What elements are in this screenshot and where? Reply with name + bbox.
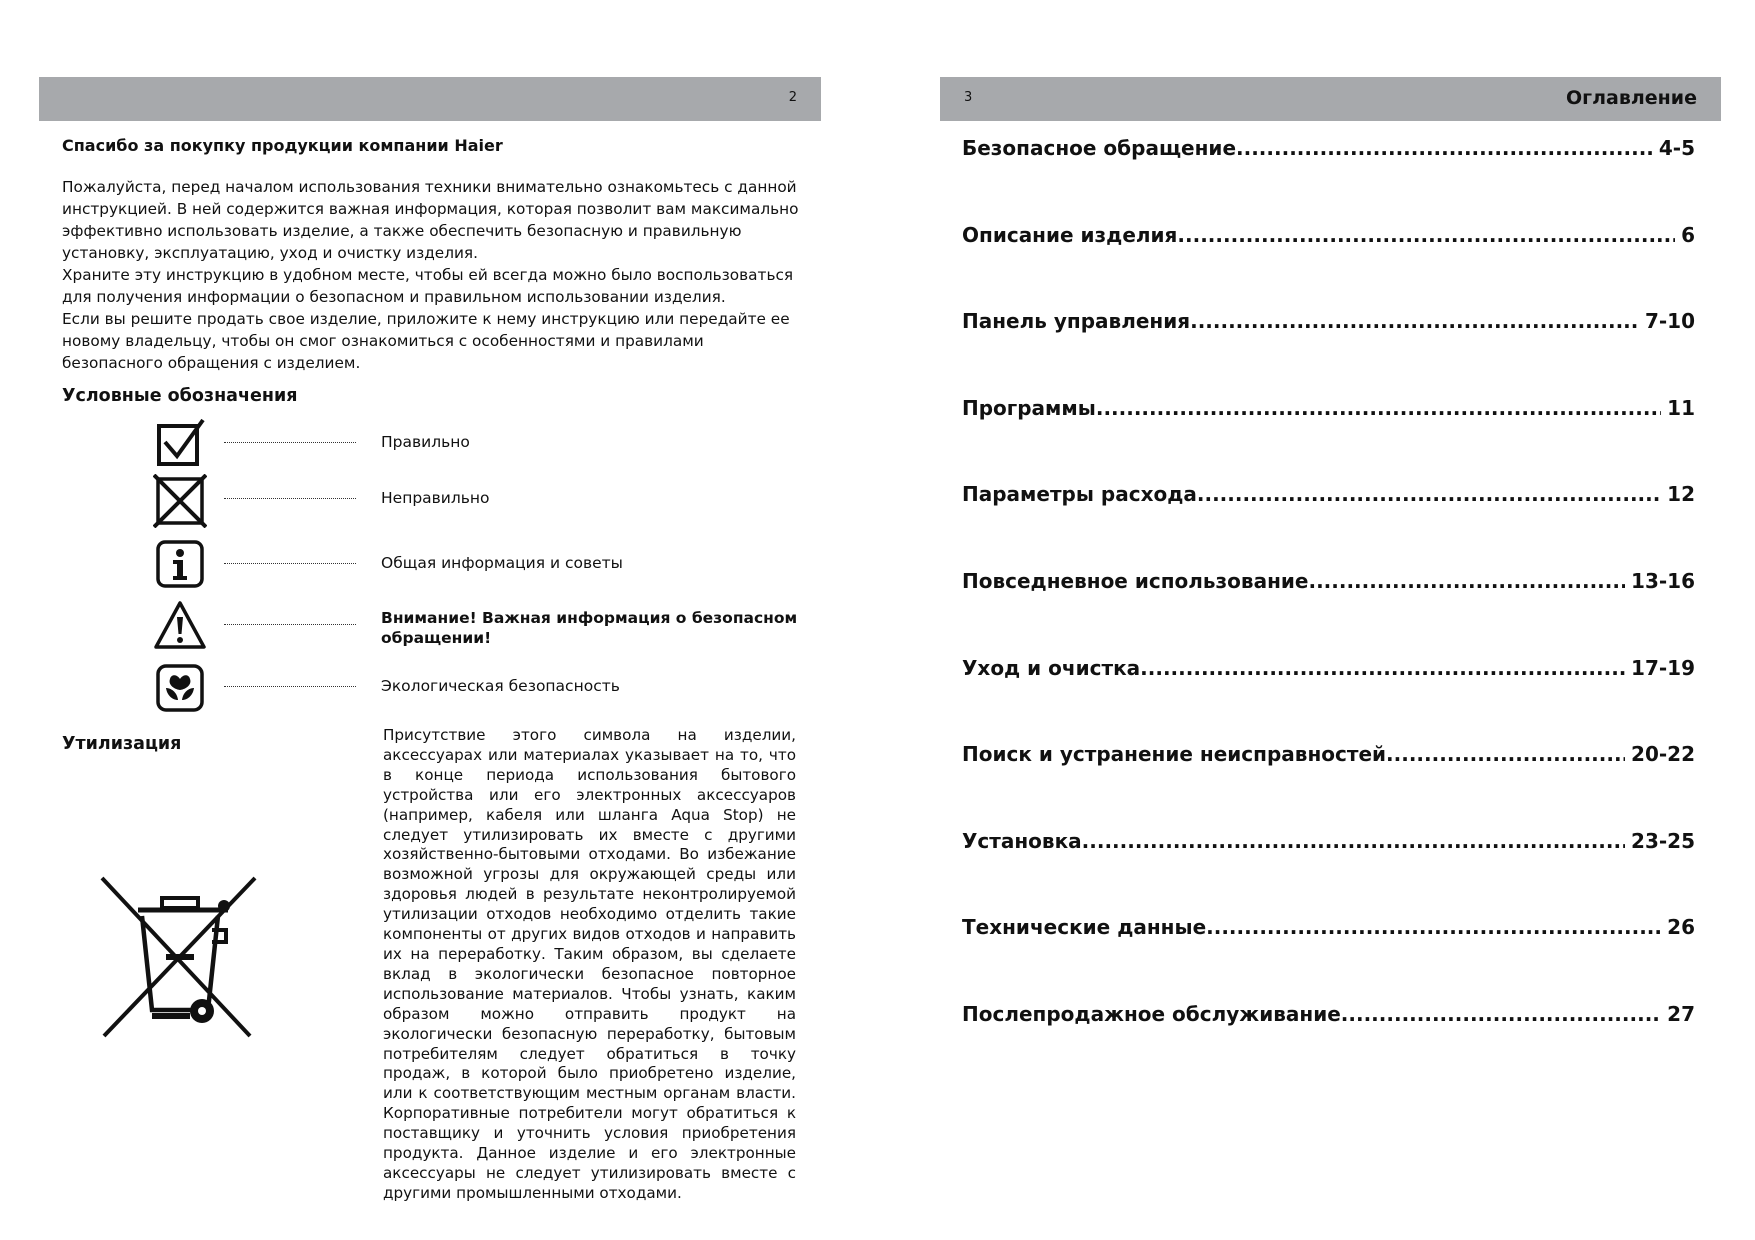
symbol-label: Экологическая безопасность xyxy=(381,677,620,695)
toc-entry-pages: 4-5 xyxy=(1658,136,1695,160)
toc-entry-pages: 27 xyxy=(1667,1001,1695,1026)
toc-entry-control-panel[interactable] xyxy=(962,307,1695,394)
disposal-title: Утилизация xyxy=(62,734,182,754)
symbol-label: Правильно xyxy=(381,433,470,451)
toc-entry-pages: 13-16 xyxy=(1631,568,1695,593)
toc-entry-label: Программы xyxy=(962,395,1096,420)
leader-dots xyxy=(224,624,356,625)
toc-entry-label: Описание изделия xyxy=(962,222,1178,247)
symbols-title: Условные обозначения xyxy=(62,386,298,406)
toc-leader-dots xyxy=(1190,307,1639,335)
toc-leader-dots xyxy=(1308,567,1625,595)
toc-entry-pages: 12 xyxy=(1667,482,1695,507)
intro-paragraph: Храните эту инструкцию в удобном месте, чтобы ей всегда можно было воспользоваться для получения информации о безопасном и правильном использовании изделия. xyxy=(62,266,794,306)
disposal-text: Присутствие этого символа на изделии, аксессуарах или материалах указывает на то, что в конце периода использования бытового устройства или его электронных аксессуаров (например, кабеля или шланга Aqua Stop) не следует утилизировать их вместе с другими хозяйственно-бытовыми отходами. Во избежание возможной угрозы для окружающей среды или здоровья людей в результате неконтролируемой утилизации отходов необходимо отделить такие компоненты от других видов отходов и направить их на переработку. Таким образом, вы сделаете вклад в экологически безопасное повторное использование материалов. Чтобы узнать, каким образом можно отправить продукт на экологически безопасную переработку, бытовым потребителям следует обратиться в точку продаж, в которой было приобретено изделие, или к соответствующим местным органам власти. Корпоративные потребители могут обратиться к поставщику и уточнить условия приобретения продукта. Данное изделие и его электронные аксессуары не следует утилизировать вместе с другими промышленными отходами. xyxy=(383,726,796,1202)
right-header-bar xyxy=(940,77,1721,121)
toc-entry-label: Поиск и устранение неисправностей xyxy=(962,742,1387,767)
toc-leader-dots xyxy=(1096,394,1661,422)
toc-leader-dots xyxy=(1236,134,1653,162)
info-icon xyxy=(153,539,207,593)
toc-entry-label: Параметры расхода xyxy=(962,482,1197,507)
toc-entry-troubleshooting[interactable] xyxy=(962,740,1695,827)
toc-entry-programs[interactable] xyxy=(962,394,1695,481)
toc-entry-label: Повседневное использование xyxy=(962,568,1309,593)
toc-leader-dots xyxy=(1386,740,1625,768)
toc-entry-pages: 6 xyxy=(1681,222,1695,247)
toc-entry-safety[interactable] xyxy=(962,134,1695,221)
symbol-label: Общая информация и советы xyxy=(381,554,623,572)
warning-triangle-icon xyxy=(153,600,207,654)
toc-entry-pages: 23-25 xyxy=(1631,828,1695,853)
toc-entry-pages: 11 xyxy=(1667,395,1695,420)
toc-entry-label: Панель управления xyxy=(962,309,1191,334)
symbol-row-incorrect xyxy=(0,474,877,524)
leader-dots xyxy=(224,498,356,499)
symbol-label: Внимание! Важная информация о безопасном обращении! xyxy=(381,609,798,647)
toc-entry-after-sales[interactable] xyxy=(962,1000,1695,1087)
eco-flower-icon xyxy=(153,662,207,716)
page-number-left: 2 xyxy=(788,90,797,105)
intro-text xyxy=(62,176,802,374)
crossed-out-wheelie-bin-icon xyxy=(100,876,266,1048)
toc-entry-pages: 20-22 xyxy=(1631,742,1695,767)
crossed-box-icon xyxy=(153,474,207,528)
symbol-row-info xyxy=(0,539,877,589)
left-header-bar xyxy=(39,77,821,121)
toc-entry-pages: 26 xyxy=(1667,915,1695,940)
toc-title: Оглавление xyxy=(1566,87,1697,109)
toc-leader-dots xyxy=(1206,913,1661,941)
toc-entry-label: Технические данные xyxy=(962,915,1207,940)
symbol-label: Неправильно xyxy=(381,489,490,507)
toc-leader-dots xyxy=(1177,221,1675,249)
toc-entry-pages: 17-19 xyxy=(1631,655,1695,680)
toc-leader-dots xyxy=(1140,654,1625,682)
checkmark-box-icon xyxy=(153,418,207,472)
toc-entry-tech-data[interactable] xyxy=(962,913,1695,1000)
toc-entry-pages: 7-10 xyxy=(1644,309,1695,334)
leader-dots xyxy=(224,563,356,564)
intro-paragraph: Пожалуйста, перед началом использования техники внимательно ознакомьтесь с данной инструкцией. В ней содержится важная информация, которая позволит вам максимально эффективно использовать изделие, а также обеспечить безопасную и правильную установку, эксплуатацию, уход и очистку изделия. xyxy=(62,178,799,262)
intro-paragraph: Если вы решите продать свое изделие, приложите к нему инструкцию или передайте ее новому владельцу, чтобы он смог ознакомиться с особенностями и правилами безопасного обращения с изделием. xyxy=(62,310,790,372)
leader-dots xyxy=(224,686,356,687)
symbol-row-warning xyxy=(0,600,877,650)
toc-entry-installation[interactable] xyxy=(962,827,1695,914)
toc-entry-label: Установка xyxy=(962,828,1082,853)
leader-dots xyxy=(224,442,356,443)
toc-entry-description[interactable] xyxy=(962,221,1695,308)
toc-leader-dots xyxy=(1341,1000,1661,1028)
toc-entry-care-cleaning[interactable] xyxy=(962,654,1695,741)
left-page xyxy=(0,0,877,1240)
toc-entry-label: Безопасное обращение xyxy=(962,136,1237,160)
table-of-contents xyxy=(962,134,1695,1087)
toc-leader-dots xyxy=(1082,827,1625,855)
toc-entry-label: Послепродажное обслуживание xyxy=(962,1001,1341,1026)
symbol-row-correct xyxy=(0,418,877,468)
toc-entry-daily-use[interactable] xyxy=(962,567,1695,654)
symbol-row-eco xyxy=(0,662,877,712)
toc-leader-dots xyxy=(1197,480,1661,508)
toc-entry-consumption[interactable] xyxy=(962,480,1695,567)
page-number-right: 3 xyxy=(964,90,973,105)
thanks-title: Спасибо за покупку продукции компании Haier xyxy=(62,136,503,155)
toc-entry-label: Уход и очистка xyxy=(962,655,1141,680)
